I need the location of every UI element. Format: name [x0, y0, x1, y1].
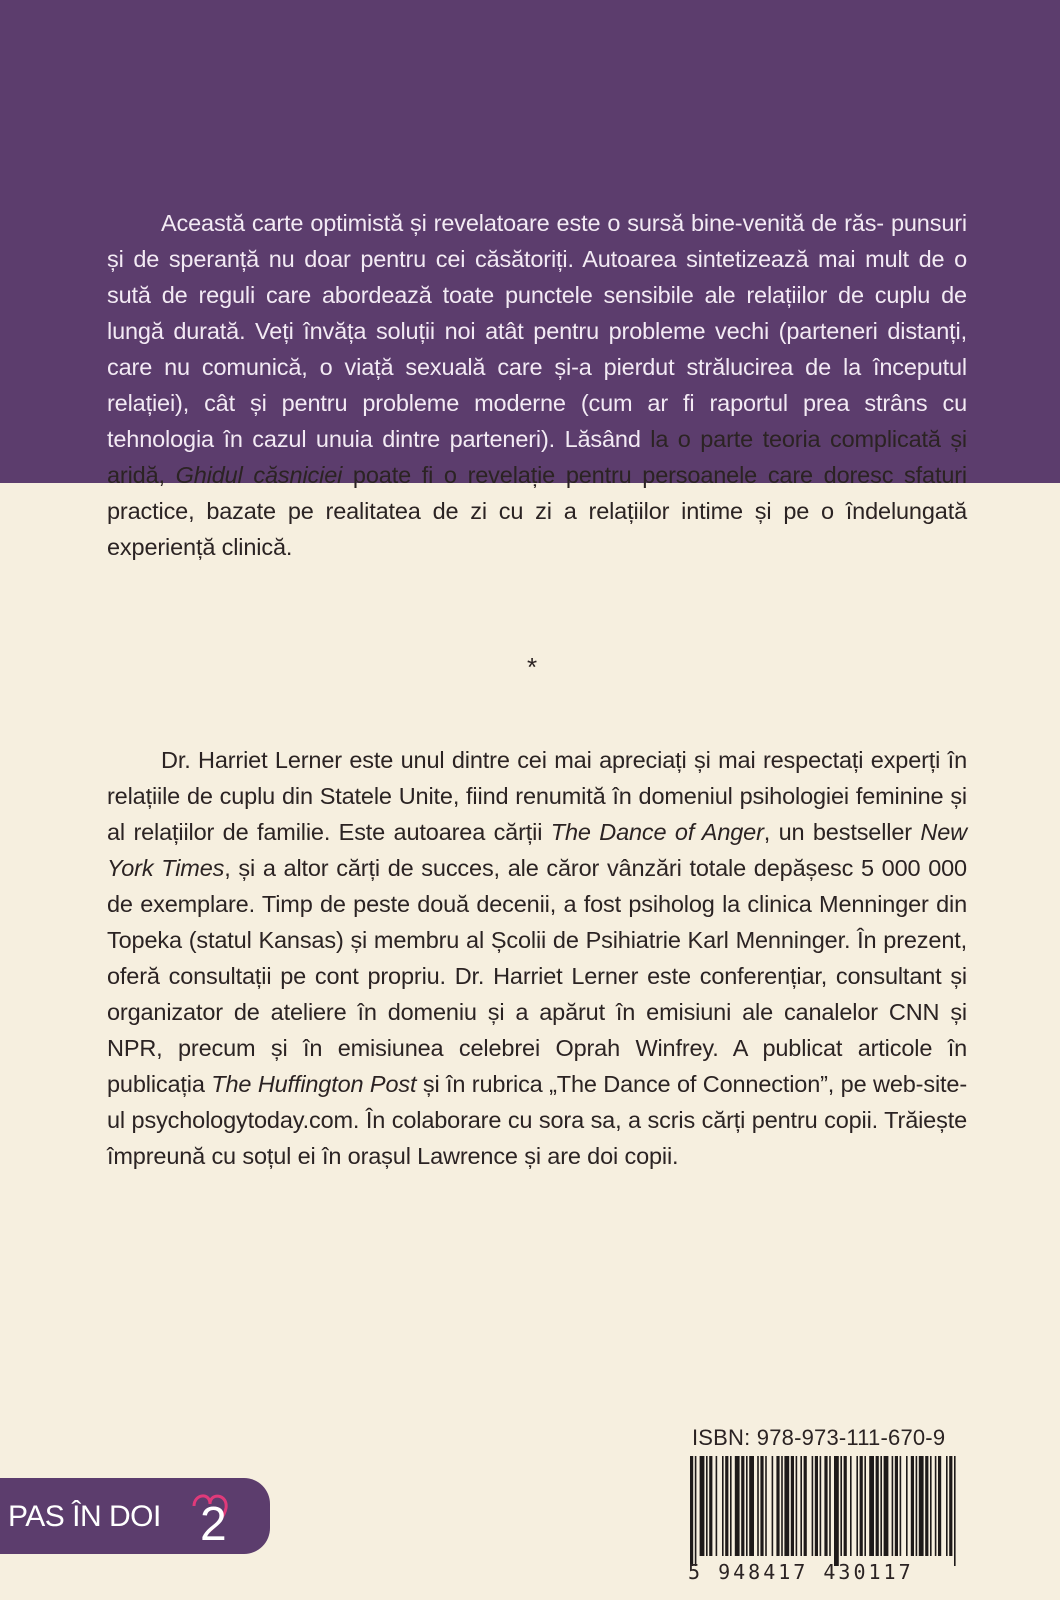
- logo-numeral: 2: [200, 1498, 227, 1548]
- blurb-line-6: strălucirea de la începutul relației), cât și pentru probleme moderne (cum ar: [107, 354, 967, 416]
- blurb-line-5: vechi (parteneri distanți, care nu comunică, o viață sexuală care și-a pierdut: [107, 318, 967, 380]
- bio-text-3: , și a altor cărți de succes, ale căror vânzări totale depășesc 5 000 000 de exemplare. Timp de peste două decenii, a fost psiholog la clinica Menninger din Topeka (statul Kansas) și membru al Școlii de Psihiatrie Karl Menninger. În prezent, oferă consultații pe cont propriu. Dr. Harriet Lerner este conferențiar, consultant și organizator de ateliere în domeniu și a apărut în emisiuni ale canalelor CNN și NPR, precum și în emisiunea celebrei Oprah Winfrey. A publicat articole în publicația: [107, 855, 967, 1097]
- blurb-line-4: relațiilor de cuplu de lungă durată. Veți învăța soluții noi atât pentru probleme: [107, 282, 967, 344]
- blurb-line-3: mai mult de o sută de reguli care abordează toate punctele sensibile ale: [107, 246, 967, 308]
- blurb-line-9: pentru persoanele care doresc sfaturi practice, bazate pe realitatea de zi cu zi: [107, 462, 967, 524]
- blurb-line-7: fi raportul prea strâns cu tehnologia în cazul unuia dintre parteneri). Lăsând: [107, 390, 967, 452]
- publisher-logo-text: PAS ÎN DOI: [8, 1500, 161, 1533]
- section-separator: *: [527, 652, 538, 682]
- blurb-line-2: punsuri și de speranță nu doar pentru cei căsătoriți. Autoarea sintetizează: [107, 210, 967, 272]
- bio-italic-nyt: New York Times: [107, 819, 967, 881]
- blurb-line-1: Această carte optimistă și revelatoare este o sursă bine-venită de răs-: [161, 210, 884, 236]
- barcode-icon: [688, 1456, 960, 1566]
- book-title-italic: Ghidul căsniciei: [175, 462, 343, 488]
- isbn-label: ISBN: 978-973-111-670-9: [692, 1425, 946, 1450]
- bio-italic-huffington: The Huffington Post: [211, 1071, 417, 1097]
- blurb-line-8-end: poate fi o revelație: [342, 462, 556, 488]
- bio-text-1: Dr. Harriet Lerner este unul dintre cei mai apreciați și mai respectați experți în relațiile de cuplu din Statele Unite, fiind renumită în domeniul psihologiei feminine și al relațiilor de familie. Este autoarea cărții: [107, 747, 967, 845]
- blurb-line-10: a relațiilor intime și pe o îndelungată experiență clinică.: [107, 498, 967, 560]
- bio-text-4: și în rubrica „The Dance of Connection”, pe web-site-ul psychologytoday.com. În colaborare cu sora sa, a scris cărți pentru copii. Trăiește împreună cu soțul ei în orașul Lawrence și are doi copii.: [107, 1071, 967, 1169]
- publisher-logo: [0, 1478, 270, 1554]
- book-blurb: [107, 205, 967, 565]
- bio-italic-dance-of-anger: The Dance of Anger: [550, 819, 764, 845]
- heart-two-icon: [176, 1484, 246, 1548]
- bio-text-2: , un bestseller: [763, 819, 921, 845]
- author-bio: [107, 742, 967, 1174]
- barcode-digits: 5 948417 430117: [688, 1560, 914, 1584]
- blurb-line-8-start: la o parte teoria complicată și aridă,: [107, 426, 967, 488]
